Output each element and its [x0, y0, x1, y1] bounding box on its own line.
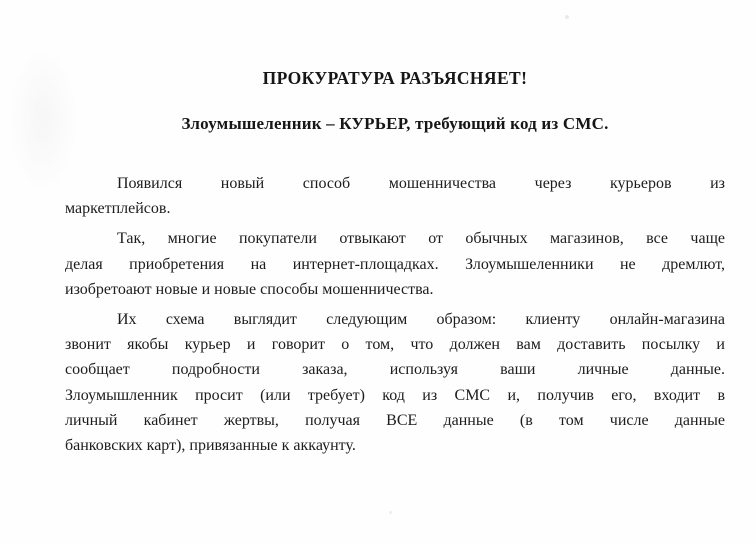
scan-speck: [389, 511, 392, 514]
text-line: сообщает подробности заказа, используя ваши личные данные.: [65, 361, 725, 379]
text-line: банковских карт), привязанные к аккаунту.: [65, 437, 356, 455]
paragraph: [65, 226, 725, 302]
text-line: Появился новый способ мошенничества через курьеров из: [117, 175, 725, 192]
paragraph: [65, 307, 725, 458]
text-line: Злоумышленник просит (или требует) код из СМС и, получив его, входит в: [65, 386, 725, 404]
text-line: Их схема выглядит следующим образом: клиенту онлайн-магазина: [117, 311, 725, 329]
text-line: звонит якобы курьер и говорит о том, что должен вам доставить посылку и: [65, 336, 725, 354]
text-line: маркетплейсов.: [65, 200, 171, 218]
document-subtitle: Злоумышеленник – КУРЬЕР, требующий код из СМС.: [181, 114, 609, 133]
text-line: личный кабинет жертвы, получая ВСЕ данные (в том числе данные: [65, 411, 725, 429]
document-title: ПРОКУРАТУРА РАЗЪЯСНЯЕТ!: [262, 68, 528, 88]
text-line: Так, многие покупатели отвыкают от обычных магазинов, все чаще: [117, 230, 725, 248]
scan-speck: [565, 15, 569, 19]
paragraph: [65, 171, 725, 221]
document-body: [65, 66, 725, 463]
text-line: делая приобретения на интернет-площадках. Злоумышеленники не дремлют,: [65, 255, 725, 273]
text-line: изобретоают новые и новые способы мошенничества.: [65, 280, 434, 298]
